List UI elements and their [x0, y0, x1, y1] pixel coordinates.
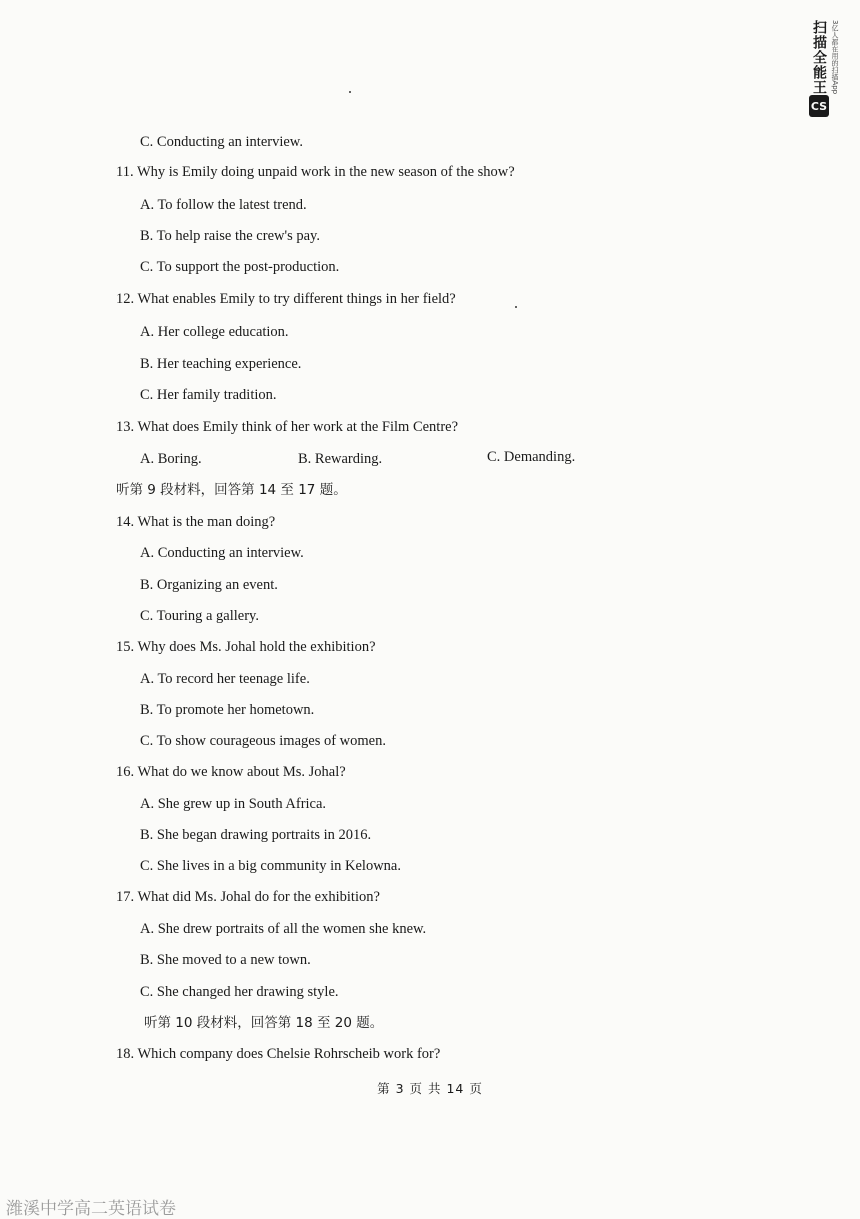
answer-option: B. To promote her hometown.: [140, 702, 315, 718]
answer-option: A. She drew portraits of all the women she knew.: [140, 921, 427, 937]
answer-option: A. To record her teenage life.: [140, 671, 310, 687]
question-text: 13. What does Emily think of her work at the Film Centre?: [116, 419, 459, 435]
answer-option: B. Her teaching experience.: [140, 356, 302, 372]
question-text: 15. Why does Ms. Johal hold the exhibition?: [116, 639, 376, 655]
answer-option: B. Rewarding.: [298, 451, 383, 467]
question-text: 16. What do we know about Ms. Johal?: [116, 764, 346, 780]
answer-option: C. Touring a gallery.: [140, 608, 259, 624]
answer-option: A. Boring.: [140, 451, 202, 467]
scan-speck: [515, 306, 517, 308]
answer-option: A. Conducting an interview.: [140, 545, 304, 561]
question-text: 18. Which company does Chelsie Rohrscheib work for?: [116, 1046, 441, 1062]
answer-option: A. She grew up in South Africa.: [140, 796, 327, 812]
scanner-tagline: 3亿人都在用的扫描App: [831, 20, 839, 95]
scan-speck: [349, 91, 351, 93]
answer-option: B. Organizing an event.: [140, 577, 278, 593]
answer-option: B. To help raise the crew's pay.: [140, 228, 320, 244]
question-text: 17. What did Ms. Johal do for the exhibition?: [116, 889, 380, 905]
answer-option: B. She moved to a new town.: [140, 952, 311, 968]
watermark: 潍溪中学高二英语试卷: [6, 1199, 176, 1219]
answer-option: C. To show courageous images of women.: [140, 733, 386, 749]
section-instruction: 听第 9 段材料，回答第 14 至 17 题。: [116, 482, 347, 498]
answer-option: A. To follow the latest trend.: [140, 197, 307, 213]
answer-option: C. Demanding.: [487, 449, 576, 465]
scanner-app-name: 扫描全能王: [811, 20, 827, 95]
answer-option: B. She began drawing portraits in 2016.: [140, 827, 372, 843]
question-text: 12. What enables Emily to try different things in her field?: [116, 291, 456, 307]
answer-option: C. Her family tradition.: [140, 387, 277, 403]
answer-option: C. Conducting an interview.: [140, 134, 303, 150]
question-text: 11. Why is Emily doing unpaid work in the new season of the show?: [116, 164, 515, 180]
section-instruction: 听第 10 段材料，回答第 18 至 20 题。: [144, 1015, 384, 1031]
page-number: 第 3 页 共 14 页: [377, 1081, 483, 1096]
question-text: 14. What is the man doing?: [116, 514, 276, 530]
scanner-logo-icon: CS: [809, 95, 829, 117]
answer-option: A. Her college education.: [140, 324, 289, 340]
answer-option: C. She changed her drawing style.: [140, 984, 339, 1000]
answer-option: C. To support the post-production.: [140, 259, 340, 275]
answer-option: C. She lives in a big community in Kelowna.: [140, 858, 401, 874]
